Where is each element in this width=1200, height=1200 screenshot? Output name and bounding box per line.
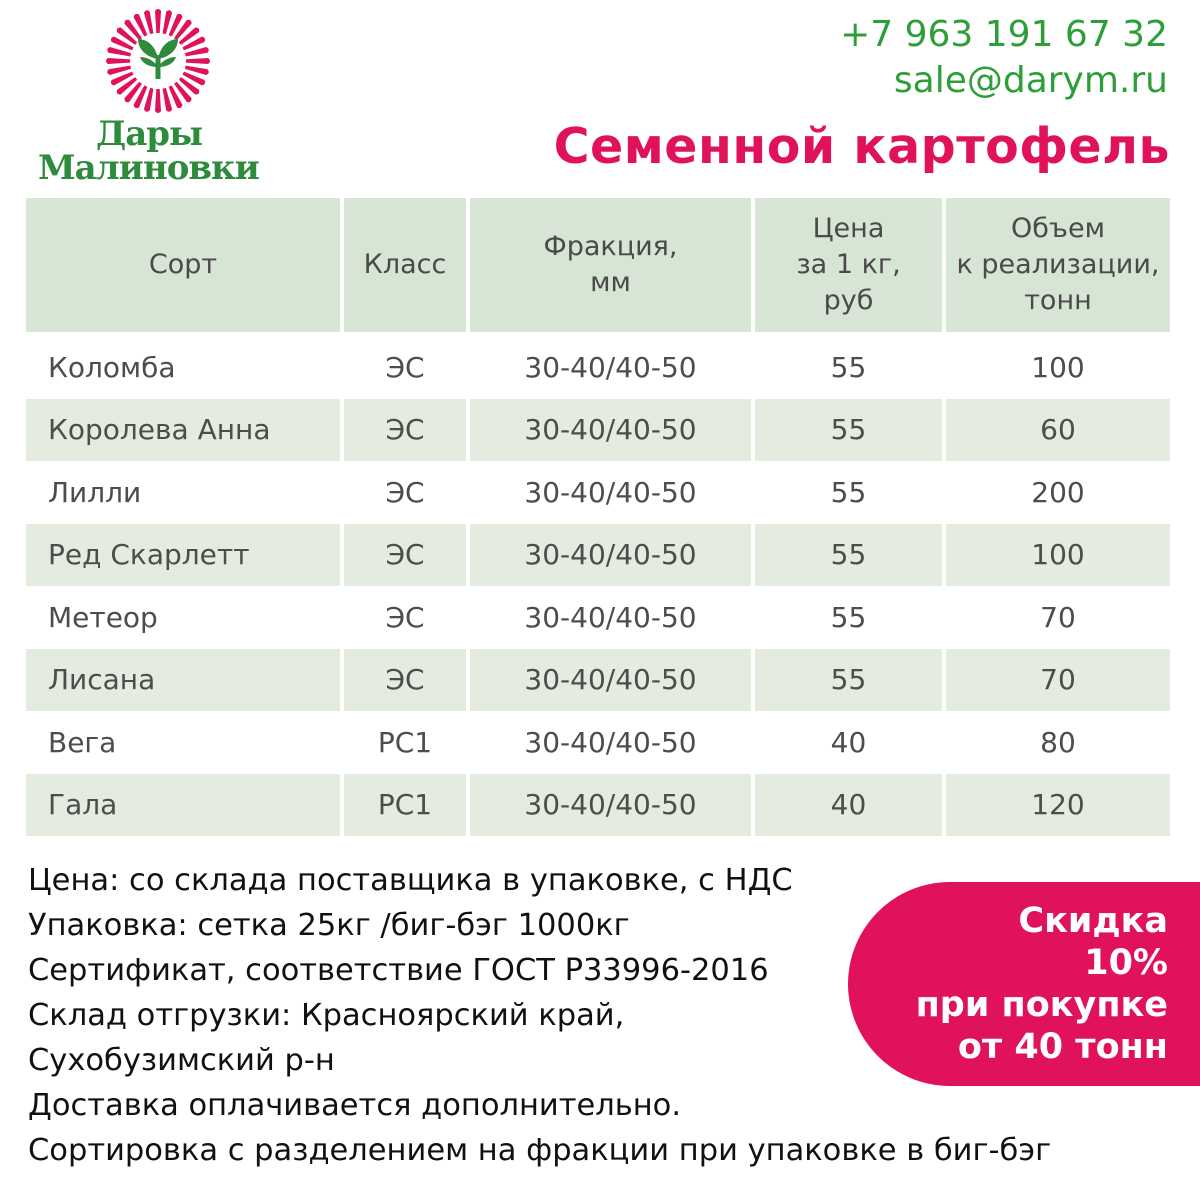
cell-price: 55 (755, 649, 942, 712)
cell-price: 55 (755, 461, 942, 524)
brand-name-line1: Дары (96, 114, 203, 154)
cell-fraction: 30-40/40-50 (470, 399, 751, 462)
cell-sort: Лисана (26, 649, 340, 712)
discount-line4: от 40 тонн (957, 1027, 1168, 1067)
cell-sort: Метеор (26, 586, 340, 649)
phone-number[interactable]: +7 963 191 67 32 (840, 14, 1168, 55)
cell-fraction: 30-40/40-50 (470, 461, 751, 524)
table-row (26, 711, 1170, 774)
note-warehouse: Склад отгрузки: Красноярский край, (28, 998, 625, 1033)
email-address[interactable]: sale@darym.ru (893, 60, 1168, 101)
cell-volume: 70 (946, 586, 1170, 649)
header-price-line3: руб (823, 285, 874, 316)
header-fraction-line1: Фракция, (543, 231, 678, 262)
discount-line3: при покупке (915, 985, 1168, 1025)
discount-line1: Скидка (1018, 901, 1168, 941)
cell-price: 55 (755, 399, 942, 462)
cell-class: РС1 (344, 774, 466, 837)
header-fraction (470, 198, 751, 332)
table-row (26, 524, 1170, 587)
cell-sort: Вега (26, 711, 340, 774)
discount-badge (848, 882, 1200, 1086)
header-volume-line2: к реализации, (956, 249, 1160, 280)
discount-text (916, 900, 1168, 1068)
cell-fraction: 30-40/40-50 (470, 649, 751, 712)
cell-class: РС1 (344, 711, 466, 774)
header-price-line1: Цена (812, 213, 885, 244)
cell-volume: 100 (946, 524, 1170, 587)
cell-volume: 80 (946, 711, 1170, 774)
cell-sort: Гала (26, 774, 340, 837)
cell-volume: 200 (946, 461, 1170, 524)
note-delivery: Доставка оплачивается дополнительно. (28, 1088, 682, 1123)
table-row (26, 461, 1170, 524)
table-row (26, 774, 1170, 837)
cell-volume: 70 (946, 649, 1170, 712)
header-sort (26, 198, 340, 332)
contacts (840, 12, 1168, 104)
cell-volume: 60 (946, 399, 1170, 462)
cell-price: 55 (755, 524, 942, 587)
price-table (26, 198, 1170, 836)
cell-class: ЭС (344, 524, 466, 587)
cell-sort: Ред Скарлетт (26, 524, 340, 587)
note-packaging: Упаковка: сетка 25кг /биг-бэг 1000кг (28, 908, 630, 943)
cell-class: ЭС (344, 586, 466, 649)
header-volume (946, 198, 1170, 332)
cell-class: ЭС (344, 336, 466, 399)
cell-fraction: 30-40/40-50 (470, 774, 751, 837)
table-row (26, 649, 1170, 712)
cell-fraction: 30-40/40-50 (470, 336, 751, 399)
brand-name (38, 114, 298, 188)
cell-price: 40 (755, 711, 942, 774)
brand-name-line2: Малиновки (38, 148, 259, 188)
brand-logo (30, 5, 290, 190)
header-class-text: Класс (363, 249, 447, 280)
note-sorting: Сортировка с разделением на фракции при упаковке в биг-бэг (28, 1133, 1052, 1168)
cell-fraction: 30-40/40-50 (470, 524, 751, 587)
table-row (26, 586, 1170, 649)
cell-price: 55 (755, 586, 942, 649)
page-title: Семенной картофель (553, 118, 1170, 175)
cell-class: ЭС (344, 461, 466, 524)
cell-volume: 120 (946, 774, 1170, 837)
header-volume-line1: Объем (1011, 213, 1105, 244)
cell-price: 55 (755, 336, 942, 399)
table-row (26, 399, 1170, 462)
cell-sort: Коломба (26, 336, 340, 399)
header-class (344, 198, 466, 332)
cell-sort: Королева Анна (26, 399, 340, 462)
sunflower-sprout-icon (102, 5, 214, 117)
cell-class: ЭС (344, 649, 466, 712)
table-row (26, 336, 1170, 399)
header-sort-text: Сорт (148, 249, 218, 280)
cell-fraction: 30-40/40-50 (470, 711, 751, 774)
cell-class: ЭС (344, 399, 466, 462)
cell-price: 40 (755, 774, 942, 837)
note-warehouse-district: Сухобузимский р-н (28, 1043, 335, 1078)
cell-fraction: 30-40/40-50 (470, 586, 751, 649)
header-price-line2: за 1 кг, (796, 249, 901, 280)
note-certificate: Сертификат, соответствие ГОСТ Р33996-2016 (28, 953, 769, 988)
header-volume-line3: тонн (1024, 285, 1092, 316)
header-price (755, 198, 942, 332)
table-header-row (26, 198, 1170, 332)
header-fraction-line2: мм (590, 267, 631, 298)
note-price: Цена: со склада поставщика в упаковке, с НДС (28, 863, 793, 898)
discount-line2: 10% (1084, 943, 1168, 983)
cell-volume: 100 (946, 336, 1170, 399)
cell-sort: Лилли (26, 461, 340, 524)
